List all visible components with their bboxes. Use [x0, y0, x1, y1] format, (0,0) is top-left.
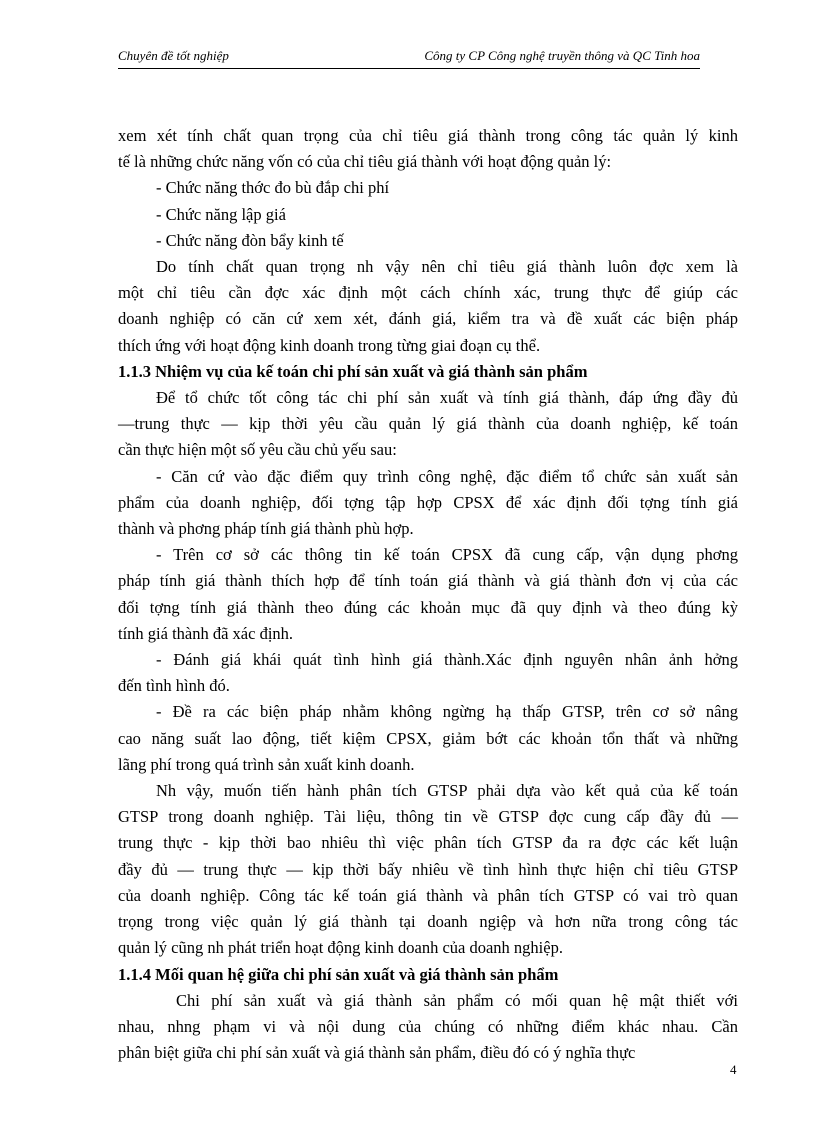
- paragraph-line: GTSP trong doanh nghiệp. Tài liệu, thông tin về GTSP đợc cung cấp đầy đủ —: [118, 807, 738, 827]
- paragraph-line: Do tính chất quan trọng nh vậy nên chỉ tiêu giá thành luôn đợc xem là: [156, 257, 738, 277]
- paragraph-line: xem xét tính chất quan trọng của chỉ tiêu giá thành trong công tác quản lý kinh: [118, 126, 738, 145]
- paragraph-line: cao năng suất lao động, tiết kiệm CPSX, giảm bớt các khoản tổn thất và những: [118, 728, 738, 748]
- document-body: [118, 123, 738, 1066]
- page-number: 4: [730, 1062, 737, 1077]
- paragraph-line: pháp tính giá thành thích hợp để tính toán giá thành và giá thành đơn vị của các: [118, 571, 738, 591]
- paragraph-line: thích ứng với hoạt động kinh doanh trong từng giai đoạn cụ thể.: [118, 335, 541, 355]
- paragraph-line: - Trên cơ sở các thông tin kế toán CPSX đã cung cấp, vận dụng phơng: [156, 545, 738, 565]
- paragraph-line: —trung thực — kịp thời yêu cầu quản lý giá thành của doanh nghiệp, kế toán: [118, 414, 738, 434]
- paragraph-line: Nh vậy, muốn tiến hành phân tích GTSP phải dựa vào kết quả của kế toán: [156, 781, 738, 801]
- paragraph-line: Để tổ chức tốt công tác chi phí sản xuất và tính giá thành, đáp ứng đầy đủ: [156, 388, 738, 408]
- paragraph-line: đến tình hình đó.: [118, 676, 230, 696]
- paragraph-line: phân biệt giữa chi phí sản xuất và giá thành sản phẩm, điều đó có ý nghĩa thực: [118, 1043, 636, 1063]
- paragraph-line: - Chức năng thớc đo bù đắp chi phí: [156, 178, 390, 198]
- paragraph-line: doanh nghiệp có căn cứ xem xét, đánh giá, kiểm tra và đề xuất các biện pháp: [118, 309, 738, 329]
- paragraph-line: quản lý cũng nh phát triển hoạt động kinh doanh của doanh nghiệp.: [118, 938, 563, 958]
- paragraph-line: trọng trong việc quản lý giá thành tại doanh ngiệp và hơn nữa trong công tác: [118, 912, 738, 932]
- paragraph-line: tế là những chức năng vốn có của chỉ tiêu giá thành với hoạt động quản lý:: [118, 152, 612, 172]
- paragraph-line: đối tợng tính giá thành theo đúng các khoản mục đã quy định và theo đúng kỳ: [118, 597, 738, 617]
- paragraph-line: - Căn cứ vào đặc điểm quy trình công nghệ, đặc điểm tổ chức sản xuất sản: [156, 466, 738, 486]
- paragraph-line: lãng phí trong quá trình sản xuất kinh doanh.: [118, 754, 415, 774]
- paragraph-line: một chỉ tiêu cần đợc xác định một cách chính xác, trung thực để giúp các: [118, 283, 738, 303]
- paragraph-line: thành và phơng pháp tính giá thành phù hợp.: [118, 519, 414, 539]
- paragraph-line: tính giá thành đã xác định.: [118, 623, 294, 643]
- paragraph-line: Chi phí sản xuất và giá thành sản phẩm có mối quan hệ mật thiết với: [176, 990, 738, 1010]
- paragraph-line: nhau, nhng phạm vi và nội dung của chúng có những điểm khác nhau. Cần: [118, 1016, 738, 1036]
- paragraph-line: phẩm của doanh nghiệp, đối tợng tập hợp CPSX để xác định đối tợng tính giá: [118, 492, 738, 512]
- paragraph-line: của doanh nghiệp. Công tác kế toán giá thành và phân tích GTSP có vai trò quan: [118, 885, 738, 905]
- section-heading: 1.1.3 Nhiệm vụ của kế toán chi phí sản xuất và giá thành sản phẩm: [118, 361, 588, 381]
- section-heading: 1.1.4 Mối quan hệ giữa chi phí sản xuất và giá thành sản phẩm: [118, 964, 559, 984]
- paragraph-line: cần thực hiện một số yêu cầu chủ yếu sau:: [118, 440, 397, 460]
- header-left-title: Chuyên đề tốt nghiệp: [118, 48, 229, 63]
- paragraph-line: - Chức năng đòn bẩy kinh tế: [156, 230, 344, 250]
- paragraph-line: - Đánh giá khái quát tình hình giá thành.Xác định nguyên nhân ảnh hởng: [156, 650, 738, 670]
- header-right-company: Công ty CP Công nghệ truyền thông và QC Tinh hoa: [424, 48, 700, 63]
- paragraph-line: - Chức năng lập giá: [156, 204, 286, 224]
- page-header: [118, 44, 700, 69]
- paragraph-line: đầy đủ — trung thực — kịp thời bấy nhiêu về tình hình thực hiện chỉ tiêu GTSP: [118, 859, 738, 879]
- paragraph-line: trung thực - kịp thời bao nhiêu thì việc phân tích GTSP đa ra đợc các kết luận: [118, 833, 738, 853]
- paragraph-line: - Đề ra các biện pháp nhằm không ngừng hạ thấp GTSP, trên cơ sở nâng: [156, 702, 738, 722]
